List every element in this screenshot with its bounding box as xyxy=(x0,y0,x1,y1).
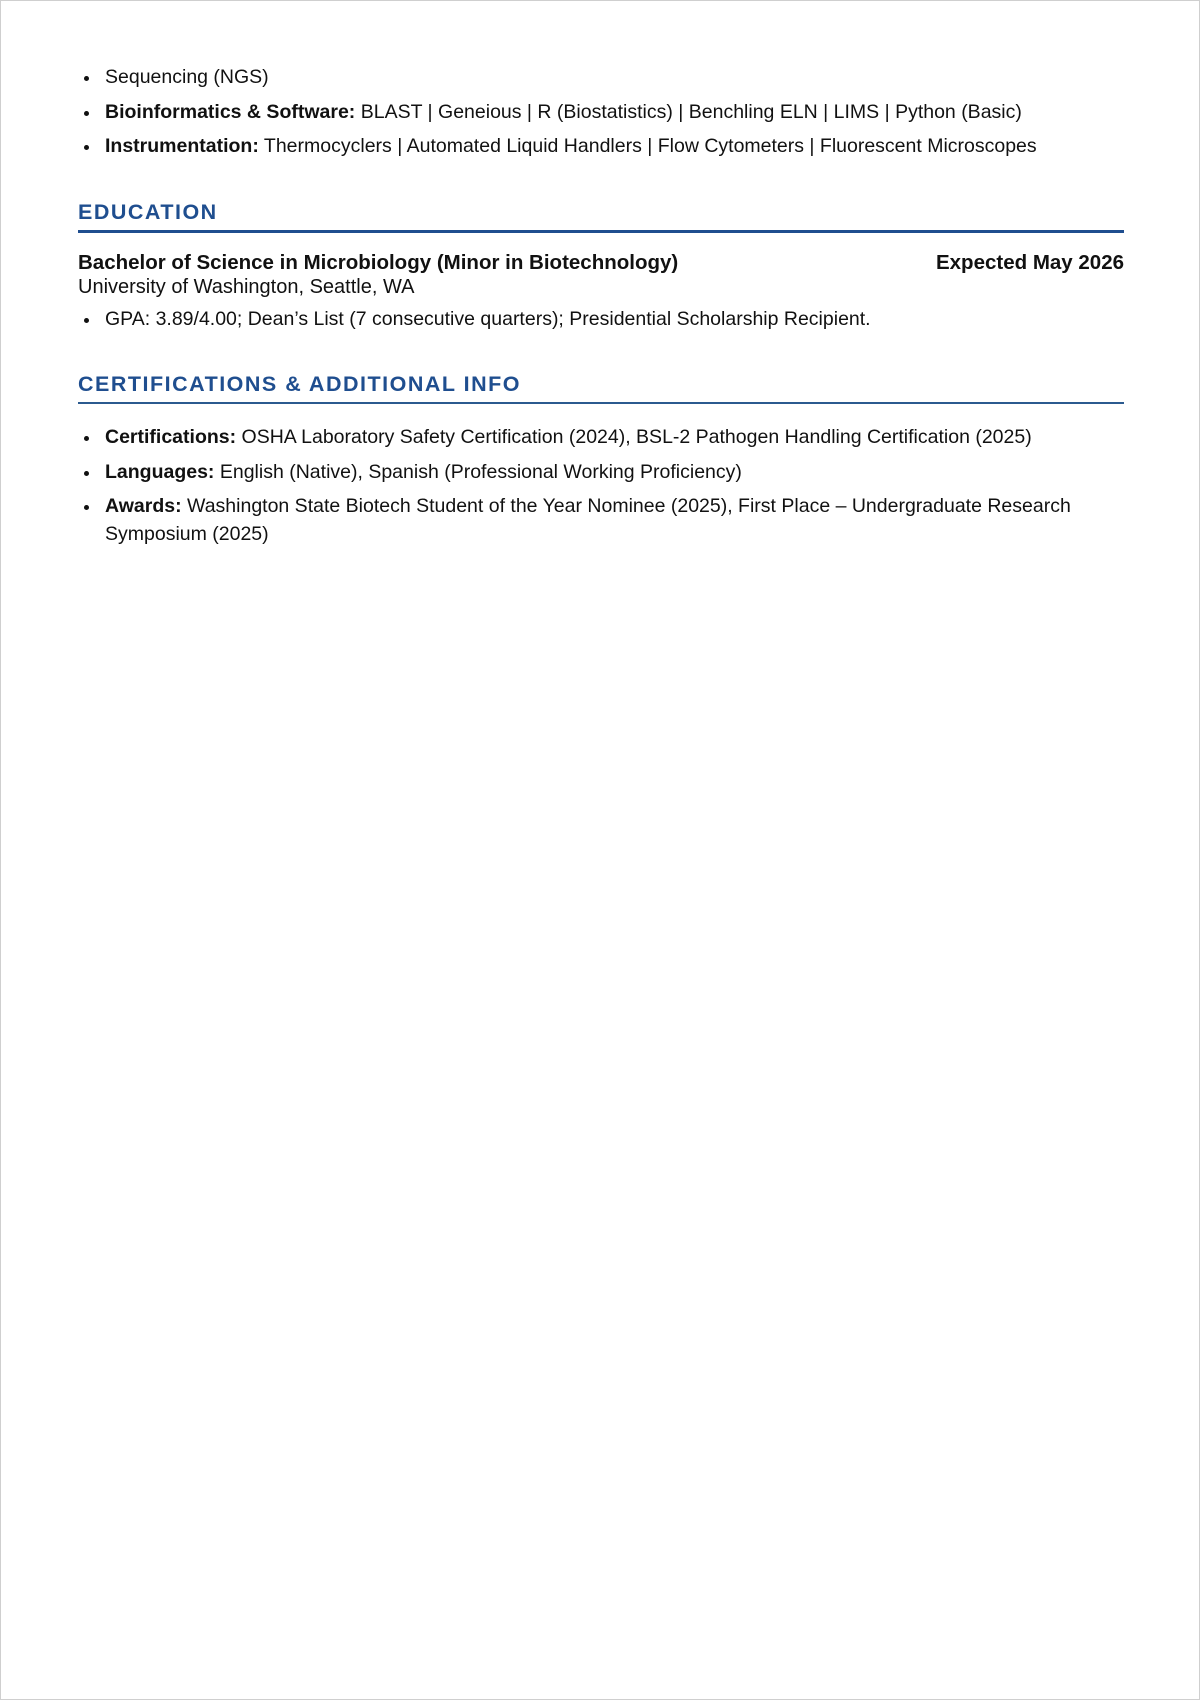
skill-label: Bioinformatics & Software: xyxy=(105,100,356,123)
certifications-divider xyxy=(78,402,1124,404)
list-item xyxy=(78,458,1124,486)
certifications-heading: CERTIFICATIONS & ADDITIONAL INFO xyxy=(78,372,521,396)
certifications-section xyxy=(78,371,1124,548)
cert-text: OSHA Laboratory Safety Certification (2024), BSL-2 Pathogen Handling Certification (2025) xyxy=(241,426,1032,448)
certifications-list xyxy=(78,423,1124,548)
school-name: University of Washington, Seattle, WA xyxy=(78,276,415,298)
skill-text: Sequencing (NGS) xyxy=(105,66,269,88)
education-section xyxy=(78,199,1124,333)
resume-content xyxy=(78,63,1124,548)
list-item xyxy=(78,305,1124,333)
degree-row xyxy=(78,250,1124,275)
list-item xyxy=(78,423,1124,451)
cert-label: Certifications: xyxy=(105,426,237,448)
education-heading: EDUCATION xyxy=(78,200,218,224)
degree-title: Bachelor of Science in Microbiology (Minor in Biotechnology) xyxy=(78,251,679,274)
cert-label: Awards: xyxy=(105,495,182,517)
skill-label: Instrumentation: xyxy=(105,135,259,157)
cert-label: Languages: xyxy=(105,460,215,483)
education-divider xyxy=(78,230,1124,233)
cert-text: Washington State Biotech Student of the Year Nominee (2025), First Place – Undergraduate Research Symposium (2025) xyxy=(105,495,1071,545)
list-item xyxy=(78,132,1124,160)
skill-text: Thermocyclers | Automated Liquid Handlers | Flow Cytometers | Fluorescent Microscopes xyxy=(263,135,1037,157)
degree-date: Expected May 2026 xyxy=(935,251,1124,274)
skills-list xyxy=(78,63,1124,160)
list-item xyxy=(78,63,1124,91)
skill-text: BLAST | Geneious | R (Biostatistics) | Benchling ELN | LIMS | Python (Basic) xyxy=(360,100,1022,123)
education-bullet-text: GPA: 3.89/4.00; Dean’s List (7 consecutive quarters); Presidential Scholarship Recipient. xyxy=(105,308,871,330)
cert-text: English (Native), Spanish (Professional Working Proficiency) xyxy=(219,460,742,483)
list-item xyxy=(78,492,1124,548)
list-item xyxy=(78,98,1124,126)
education-bullets xyxy=(78,305,1124,333)
